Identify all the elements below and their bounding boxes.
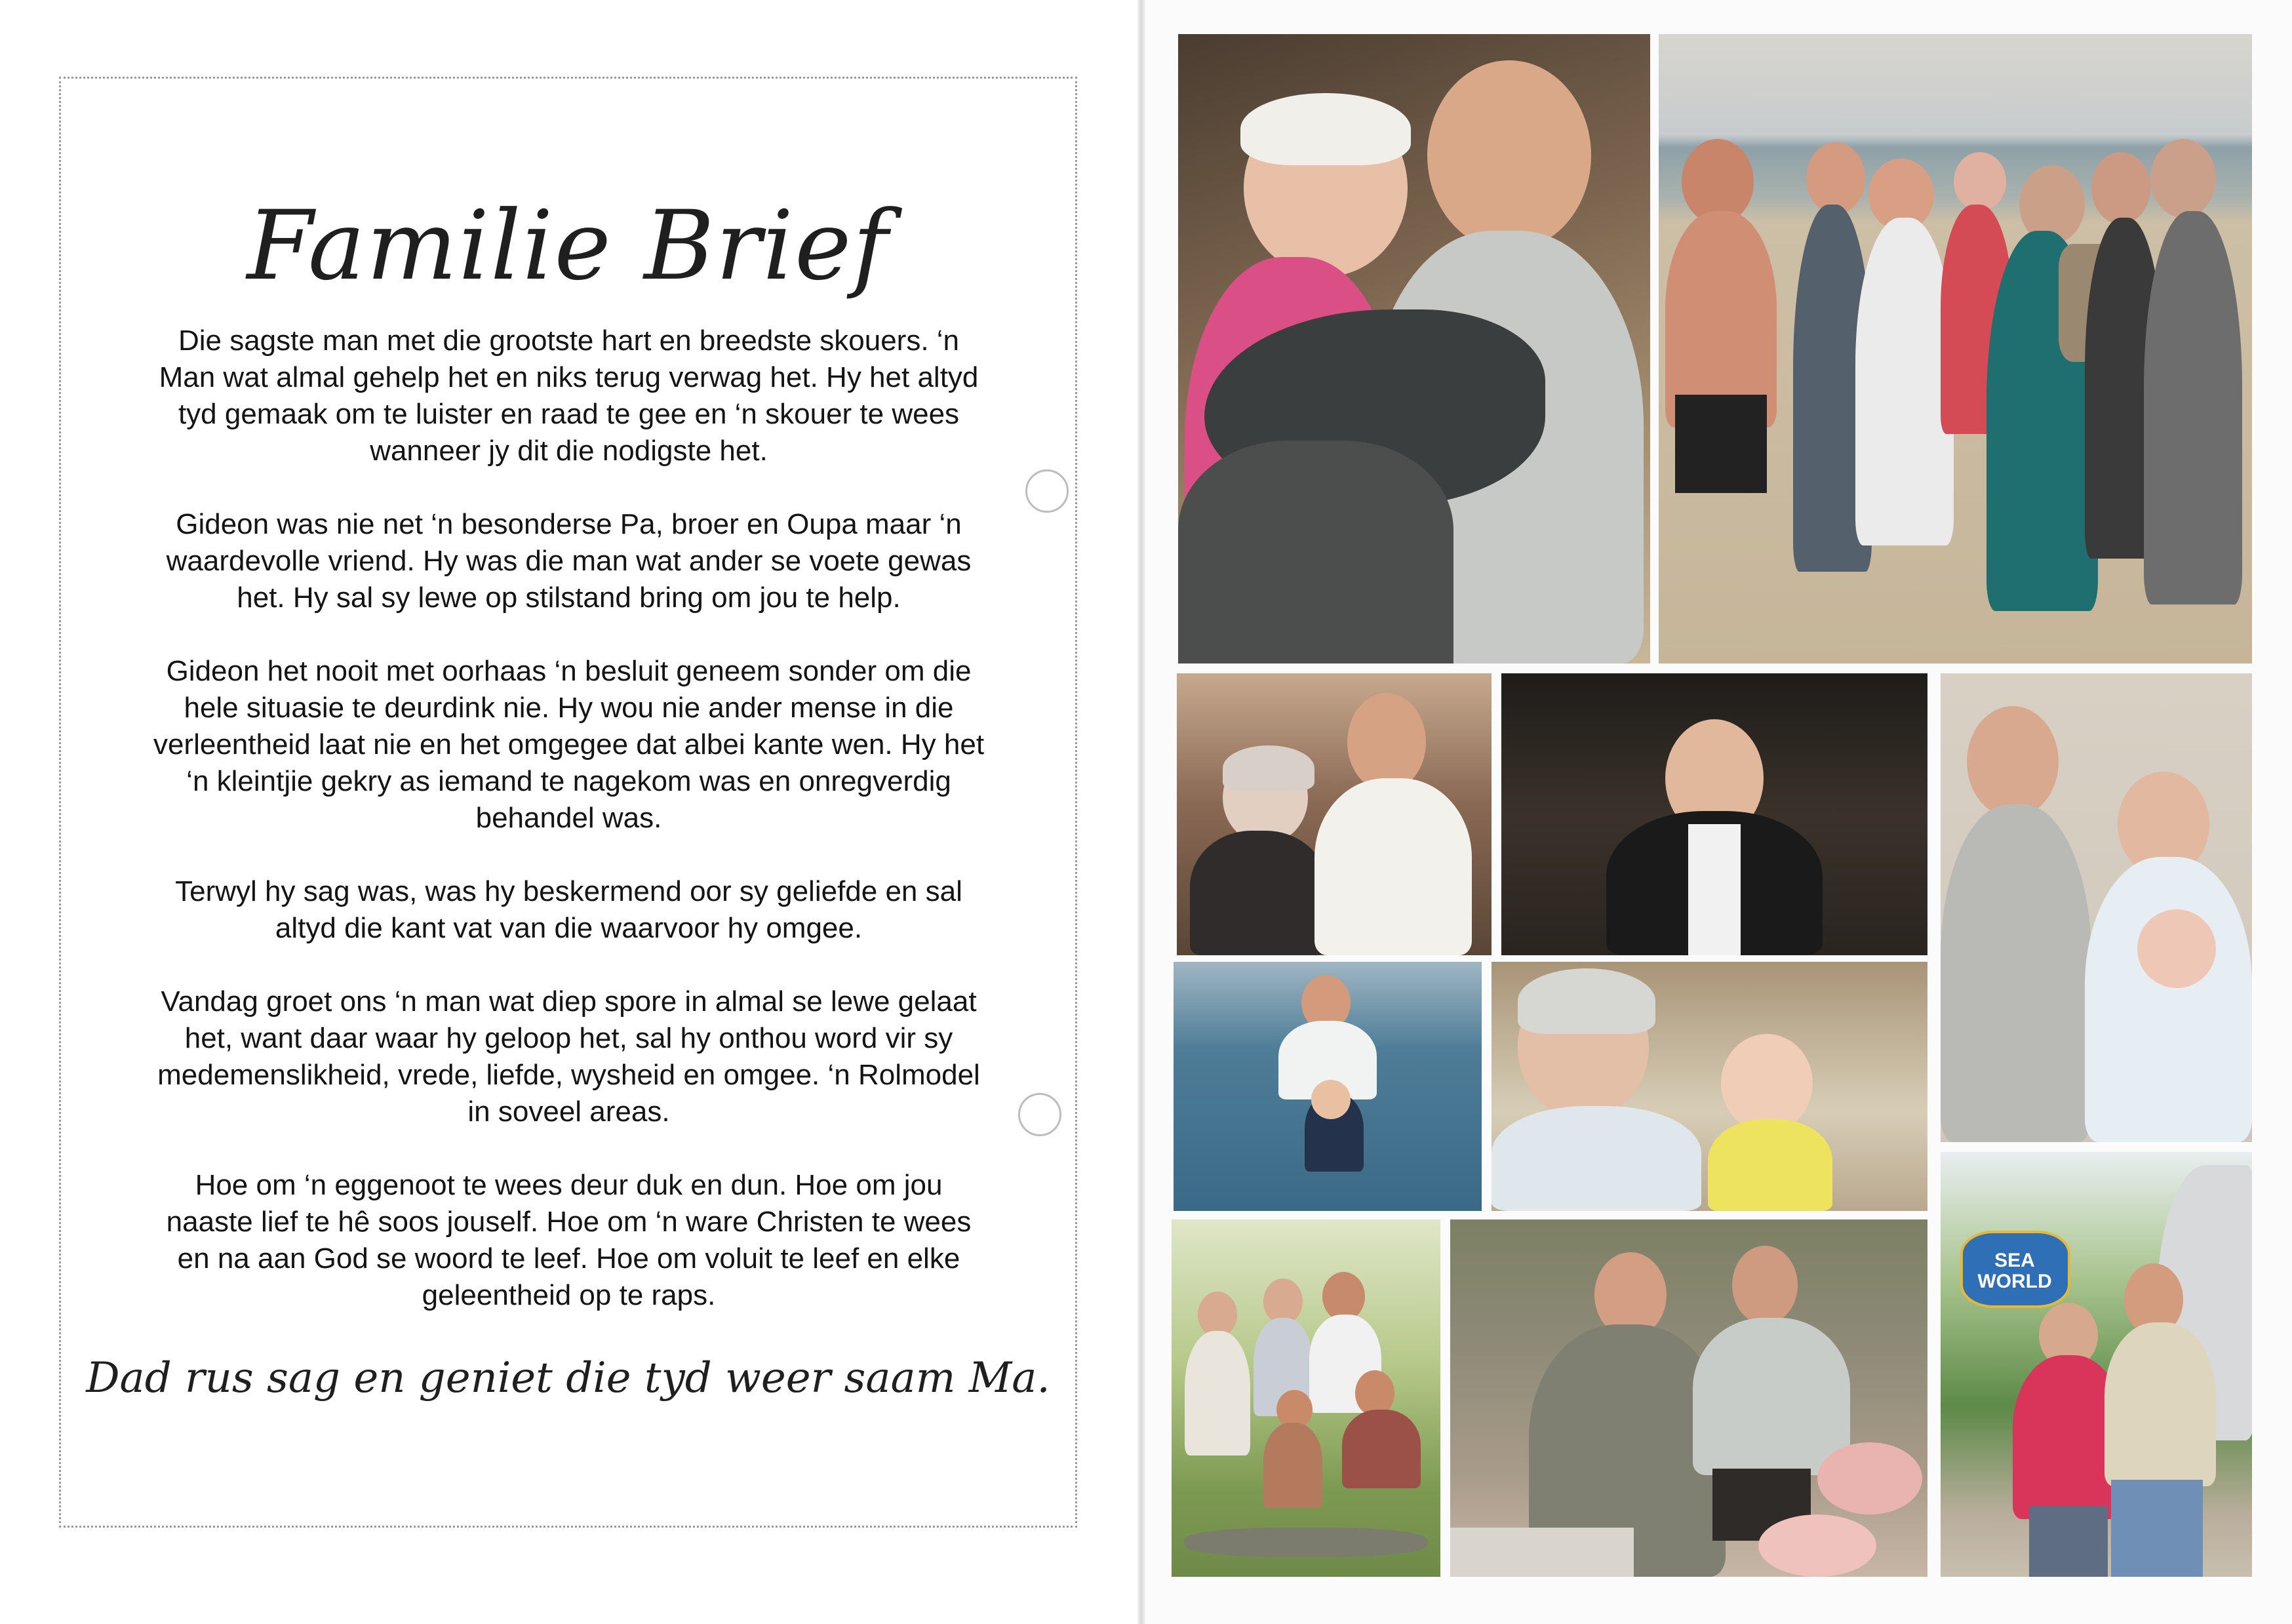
photo-couple-at-sea-world [1941, 1152, 2252, 1577]
letter-paragraph-6: Hoe om ‘n eggenoot te wees deur duk en dun. Hoe om jou naaste lief te hê soos jouself. Hoe om ‘n ware Christen te wees en na aan God se woord te leef. Hoe om voluit te leef en elke geleentheid op te raps. [166, 1169, 972, 1311]
letter-title: Familie Brief [247, 190, 890, 302]
photo-couple-with-seal-statue [1178, 34, 1650, 663]
photo-family-with-fish-catch [1172, 1219, 1440, 1577]
letter-paragraph-1: Die sagste man met die grootste hart en breedste skouers. ‘n Man wat almal gehelp het en niks terug verwag het. Hy het altyd tyd gemaak om te luister en raad te gee en ‘n skouer te wees wanneer jy dit die nodigste het. [159, 325, 979, 467]
photo-family-group-on-beach [1659, 34, 2252, 663]
punch-hole [1025, 469, 1069, 513]
letter-paragraph-3: Gideon het nooit met oorhaas ‘n besluit geneem sonder om die hele situasie te deurdink nie. Hy wou nie ander mense in die verleentheid laat nie en het omgegee dat albei kante wen. Hy het ‘n kleintjie gekry as iemand te nagekom was en onregverdig behandel was. [153, 655, 985, 834]
photo-grandfather-child-in-sea [1174, 962, 1482, 1211]
letter-paragraph-4: Terwyl hy sag was, was hy beskermend oor sy geliefde en sal altyd die kant vat van die waarvoor hy omgee. [175, 875, 962, 944]
page-fold [1137, 0, 1145, 1624]
photo-men-with-pigs [1450, 1219, 1927, 1577]
letter-closing: Dad rus sag en geniet die tyd weer saam Ma. [86, 1354, 1050, 1402]
photo-grandmother-feeding-toddler [1492, 962, 1927, 1211]
photo-man-in-suit [1501, 673, 1927, 955]
letter-paragraph-2: Gideon was nie net ‘n besonderse Pa, broer en Oupa maar ‘n waardevolle vriend. Hy was die man wat ander se voete gewas het. Hy sal sy lewe op stilstand bring om jou te help. [166, 508, 972, 614]
photo-grandparents-with-baby [1941, 673, 2252, 1142]
letter-body [79, 323, 1059, 1351]
photo-couple-at-function [1177, 673, 1492, 955]
punch-hole [1018, 1093, 1061, 1136]
sea-world-sign-label: SEA WORLD [1977, 1250, 2052, 1292]
letter-paragraph-5: Vandag groet ons ‘n man wat diep spore in almal se lewe gelaat het, want daar waar hy geloop het, sal hy onthou word vir sy medemenslikheid, vrede, liefde, wysheid en omgee. ‘n Rolmodel in soveel areas. [157, 985, 980, 1128]
